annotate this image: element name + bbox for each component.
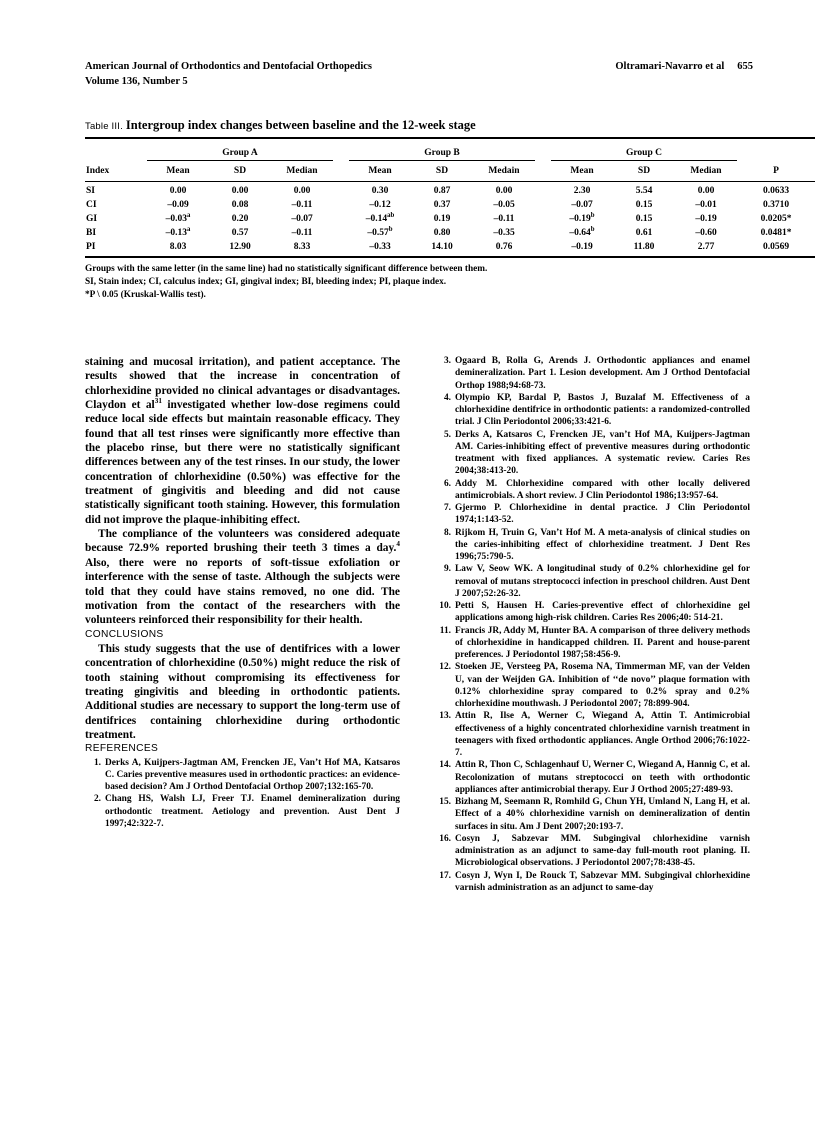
reference-item [85, 757, 400, 794]
cell-b-sd: 0.87 [433, 186, 451, 196]
reference-item [435, 355, 750, 392]
reference-item [435, 833, 750, 870]
cell-a-median: –0.11 [291, 200, 313, 210]
reference-text: Cosyn J, Sabzevar MM. Subgingival chlorhexidine varnish administration as an adjunct to same-day full-mouth root planing. II. Microbiological observations. J Periodontol 2007;78:438-45. [455, 833, 750, 869]
reference-number: 14. [439, 760, 451, 771]
cell-b-mean [349, 182, 411, 198]
cell-a-sd: 0.20 [231, 214, 249, 224]
cell-value: –0.14 [365, 214, 388, 224]
cell-c-sd: 0.61 [635, 228, 653, 238]
table-footnote: Groups with the same letter (in the same line) had no statistically significant difference between them. [85, 264, 488, 274]
reference-number: 12. [439, 662, 451, 673]
col-header-p: P [773, 166, 779, 176]
reference-number: 8. [443, 527, 451, 538]
cell-p: 0.0481* [760, 228, 792, 238]
paragraph-compliance [85, 527, 400, 627]
cell-value: –0.19 [571, 242, 593, 252]
cell-value: 0.30 [371, 186, 389, 196]
citation-superscript: 31 [154, 397, 162, 406]
reference-number: 7. [443, 503, 451, 513]
reference-number: 17. [439, 870, 451, 881]
reference-item [435, 710, 750, 759]
cell-p: 0.3710 [762, 200, 790, 210]
reference-item [435, 759, 750, 796]
table-iii-grid [85, 137, 815, 258]
cell-c-mean [551, 212, 613, 226]
reference-item [435, 392, 750, 429]
cell-value: –0.19 [569, 214, 591, 224]
reference-number: 4. [443, 392, 451, 403]
reference-number: 10. [439, 601, 451, 611]
cell-value: –0.07 [571, 200, 593, 210]
col-header-index: Index [86, 166, 110, 176]
reference-text: Derks A, Katsaros C, Frencken JE, van’t Hof MA, Kuijpers-Jagtman AM. Caries-inhibiting effect of preventive measures during orthodontic treatment with fixed appliances. A systematic review. Caries Res 2004;38:413-20. [455, 429, 750, 477]
cell-b-sd: 0.19 [433, 214, 451, 224]
cell-value: –0.64 [569, 228, 591, 238]
cell-value: 0.00 [169, 186, 187, 196]
cell-b-mean [349, 240, 411, 257]
reference-number: 6. [443, 478, 451, 489]
cell-superscript: b [590, 225, 595, 233]
cell-superscript: b [590, 211, 595, 219]
reference-number: 15. [439, 797, 451, 807]
paragraph-conclusions: This study suggests that the use of dentifrices with a lower concentration of chlorhexidine (0.50%) might reduce the risk of tooth staining without compromising its effectiveness for treating gingivitis and bleeding in orthodontic patients. Additional studies are necessary to support the long-term use of dentifrices containing chlorhexidine during orthodontic treatment. [85, 642, 400, 741]
reference-list-right [435, 355, 750, 894]
group-header-c: Group C [551, 139, 737, 161]
reference-text: Olympio KP, Bardal P, Bastos J, Buzalaf M. Effectiveness of a chlorhexidine dentifrice in orthodontic patients: a randomized-controlled trial. J Clin Periodontol 2006;33:421-6. [455, 392, 750, 428]
col-header-c-sd: SD [637, 166, 651, 176]
cell-c-median: 0.00 [697, 186, 715, 196]
running-head-journal: American Journal of Orthodontics and Dentofacial Orthopedics [85, 61, 372, 72]
paragraph-text: The compliance of the volunteers was considered adequate because 72.9% reported brushing their teeth 3 times a day. [85, 528, 400, 555]
reference-text: Addy M. Chlorhexidine compared with other locally delivered antimicrobials. A short review. J Clin Periodontol 1986;13:957-64. [455, 478, 750, 501]
cell-value: –0.12 [369, 200, 391, 210]
cell-p: 0.0569 [762, 242, 790, 252]
reference-item [435, 661, 750, 710]
col-header-c-mean: Mean [570, 166, 594, 176]
reference-text: Gjermo P. Chlorhexidine in dental practice. J Clin Periodontol 1974;1:143-52. [455, 503, 750, 526]
table-row [85, 198, 815, 212]
cell-value: –0.57 [367, 228, 389, 238]
group-header-a: Group A [147, 139, 333, 161]
cell-value: –0.03 [165, 214, 187, 224]
reference-item [435, 870, 750, 895]
running-head-authors: Oltramari-Navarro et al [615, 61, 725, 72]
running-head [85, 60, 753, 88]
cell-c-median: 2.77 [697, 242, 715, 252]
reference-item [435, 502, 750, 527]
reference-text: Stoeken JE, Versteeg PA, Rosema NA, Timmerman MF, van der Velden U, van der Weijden GA. Inhibition of ‘‘de novo’’ plaque formation with 0.12% chlorhexidine spray compared to 0.2% spray and 0.2% chlorhexidine mouthwash. J Periodontol 2007; 78:899-904. [455, 662, 750, 709]
reference-item [435, 625, 750, 662]
reference-text: Law V, Seow WK. A longitudinal study of 0.2% chlorhexidine gel for removal of mutans streptococci infection in preschool children. Aust Dent J 2007;52:26-32. [455, 564, 750, 599]
table-column-header-row [85, 161, 815, 182]
reference-text: Francis JR, Addy M, Hunter BA. A comparison of three delivery methods of chlorhexidine in handicapped children. II. Parent and house-parent preferences. J Periodontol 1987;58:456-9. [455, 625, 750, 660]
col-header-b-median: Medain [488, 166, 520, 176]
paragraph-text: staining and mucosal irritation), and patient acceptance. The results showed that the increase in concentration of chlorhexidine provided no clinical advantages or disadvantages. Claydon et al [85, 356, 400, 412]
cell-b-median: 0.76 [495, 242, 513, 252]
cell-c-median: –0.60 [695, 228, 717, 238]
cell-c-sd: 11.80 [633, 242, 655, 252]
reference-text: Attin R, Thon C, Schlagenhauf U, Werner C, Wiegand A, Hannig C, et al. Recolonization of mutans streptococci on teeth with orthodontic appliances after antimicrobial therapy. Eur J Orthod 2005;27:489-93. [455, 760, 750, 795]
cell-c-sd: 5.54 [635, 186, 653, 196]
table-row [85, 212, 815, 226]
running-head-page-number: 655 [737, 61, 753, 72]
reference-text: Petti S, Hausen H. Caries-preventive effect of chlorhexidine gel applications among high-risk children. Caries Res 2006;40: 514-21. [455, 601, 750, 624]
paragraph-discussion-continued [85, 355, 400, 527]
col-header-a-median: Median [286, 166, 318, 176]
cell-c-median: –0.19 [695, 214, 717, 224]
body-column-left [85, 355, 400, 830]
reference-text: Attin R, Ilse A, Werner C, Wiegand A, Attin T. Antimicrobial effectiveness of a highly concentrated chlorhexidine varnish treatment in teenagers with fixed orthodontic appliances. Angle Orthod 2006;76:1022-7. [455, 711, 750, 758]
table-title: Intergroup index changes between baseline and the 12-week stage [125, 118, 476, 132]
cell-superscript: a [186, 211, 191, 219]
cell-c-mean [551, 226, 613, 240]
cell-b-median: –0.11 [493, 214, 515, 224]
heading-references: REFERENCES [85, 743, 159, 755]
paragraph-text: investigated whether low-dose regimens could reduce local side effects but maintain reasonable efficacy. They found that all test rinses were significantly more effective than the placebo rinse, but there were no statistically significant differences between any of the test rinses. In our study, the lower concentration of chlorhexidine (0.50%) was effective for the treatment of gingivitis and bleeding and did not cause statistically significant tooth staining. However, this formulation did not improve the plaque-inhibiting effect. [85, 399, 400, 526]
cell-value: –0.09 [167, 200, 189, 210]
cell-c-sd: 0.15 [635, 214, 653, 224]
table-footnotes [85, 263, 753, 301]
cell-index: SI [86, 186, 95, 196]
cell-a-sd: 0.00 [231, 186, 249, 196]
cell-a-median: –0.11 [291, 228, 313, 238]
table-group-header-row [85, 139, 815, 161]
reference-list-left [85, 757, 400, 831]
col-header-b-mean: Mean [368, 166, 392, 176]
cell-c-mean [551, 198, 613, 212]
cell-b-mean [349, 198, 411, 212]
reference-number: 2. [93, 794, 101, 805]
cell-superscript: a [186, 225, 191, 233]
table-footnote: *P \ 0.05 (Kruskal-Wallis test). [85, 289, 206, 300]
reference-item [435, 563, 750, 600]
cell-p: 0.0205* [760, 214, 792, 224]
reference-item [435, 600, 750, 625]
heading-conclusions: CONCLUSIONS [85, 628, 164, 640]
reference-item [85, 793, 400, 830]
table-row [85, 226, 815, 240]
cell-a-sd: 12.90 [229, 242, 251, 252]
table-row [85, 182, 815, 198]
reference-item [435, 796, 750, 833]
table-row [85, 240, 815, 257]
cell-a-mean [147, 198, 209, 212]
col-header-a-mean: Mean [166, 166, 190, 176]
cell-a-sd: 0.57 [231, 228, 249, 238]
cell-b-sd: 14.10 [431, 242, 453, 252]
reference-number: 1. [93, 757, 101, 768]
cell-p: 0.0633 [762, 186, 790, 196]
cell-c-mean [551, 240, 613, 257]
cell-a-mean [147, 212, 209, 226]
reference-number: 9. [443, 564, 451, 575]
cell-a-sd: 0.08 [231, 200, 249, 210]
cell-index: CI [86, 200, 97, 210]
cell-b-mean [349, 226, 411, 240]
reference-number: 13. [439, 711, 451, 722]
reference-text: Bizhang M, Seemann R, Romhild G, Chun YH, Umland N, Lang H, et al. Effect of a 40% chlorhexidine varnish on demineralization of dentin surfaces in situ. Am J Dent 2007;20:193-7. [455, 797, 750, 832]
cell-a-mean [147, 182, 209, 198]
cell-value: –0.13 [165, 228, 187, 238]
reference-text: Rijkom H, Truin G, Van’t Hof M. A meta-analysis of clinical studies on the caries-inhibiting effect of chlorhexidine treatment. J Dent Res 1996;75:790-5. [455, 527, 750, 562]
col-header-b-sd: SD [435, 166, 449, 176]
reference-text: Chang HS, Walsh LJ, Freer TJ. Enamel demineralization during orthodontic treatment. Aetiology and prevention. Aust Dent J 1997;42:322-7. [105, 794, 400, 829]
table-label: Table III. [85, 121, 123, 132]
reference-item [435, 527, 750, 564]
group-header-b: Group B [349, 139, 535, 161]
cell-b-median: –0.05 [493, 200, 515, 210]
body-column-right [435, 355, 750, 894]
cell-index: PI [86, 242, 96, 252]
col-header-a-sd: SD [233, 166, 247, 176]
cell-a-median: –0.07 [291, 214, 313, 224]
reference-number: 11. [439, 625, 451, 636]
cell-a-median: 0.00 [293, 186, 311, 196]
table-footnote: SI, Stain index; CI, calculus index; GI, gingival index; BI, bleeding index; PI, plaque index. [85, 276, 447, 287]
cell-value: 2.30 [573, 186, 591, 196]
reference-text: Cosyn J, Wyn I, De Rouck T, Sabzevar MM. Subgingival chlorhexidine varnish administration as an adjunct to same-day [455, 870, 750, 893]
cell-index: GI [86, 214, 98, 224]
cell-index: BI [86, 228, 97, 238]
reference-item [435, 429, 750, 478]
reference-item [435, 478, 750, 503]
cell-value: –0.33 [369, 242, 391, 252]
reference-text: Derks A, Kuijpers-Jagtman AM, Frencken JE, Van’t Hof MA, Katsaros C. Caries preventive measures used in orthodontic practices: an evidence-based decision? Am J Orthod Dentofacial Orthop 2007;132:165-70. [105, 757, 400, 793]
running-head-volume: Volume 136, Number 5 [85, 75, 188, 87]
cell-c-mean [551, 182, 613, 198]
cell-a-median: 8.33 [293, 242, 311, 252]
citation-superscript: 4 [396, 540, 400, 549]
reference-number: 3. [443, 356, 451, 366]
cell-b-median: 0.00 [495, 186, 513, 196]
cell-b-sd: 0.37 [433, 200, 451, 210]
cell-a-mean [147, 226, 209, 240]
cell-c-median: –0.01 [695, 200, 717, 210]
paragraph-text: Also, there were no reports of soft-tissue exfoliation or interference with the sense of taste. Although the subjects were told that they could have stains removed, no one did. The motivation from the contact of the researchers with the volunteers reinforced their responsibility for their health. [85, 556, 400, 627]
cell-value: 8.03 [169, 242, 187, 252]
col-header-c-median: Median [690, 166, 722, 176]
reference-number: 5. [443, 429, 451, 440]
cell-superscript: b [388, 225, 393, 233]
cell-a-mean [147, 240, 209, 257]
cell-b-sd: 0.80 [433, 228, 451, 238]
cell-c-sd: 0.15 [635, 200, 653, 210]
table-caption [85, 118, 753, 134]
cell-b-mean [349, 212, 411, 226]
cell-superscript: ab [387, 211, 395, 219]
reference-number: 16. [439, 833, 451, 844]
table-iii [85, 118, 792, 301]
reference-text: Ogaard B, Rolla G, Arends J. Orthodontic appliances and enamel demineralization. Part 1. Lesion development. Am J Orthod Dentofacial Orthop 1988;94:68-73. [455, 356, 750, 391]
cell-b-median: –0.35 [493, 228, 515, 238]
table-rule-bottom [85, 257, 815, 258]
